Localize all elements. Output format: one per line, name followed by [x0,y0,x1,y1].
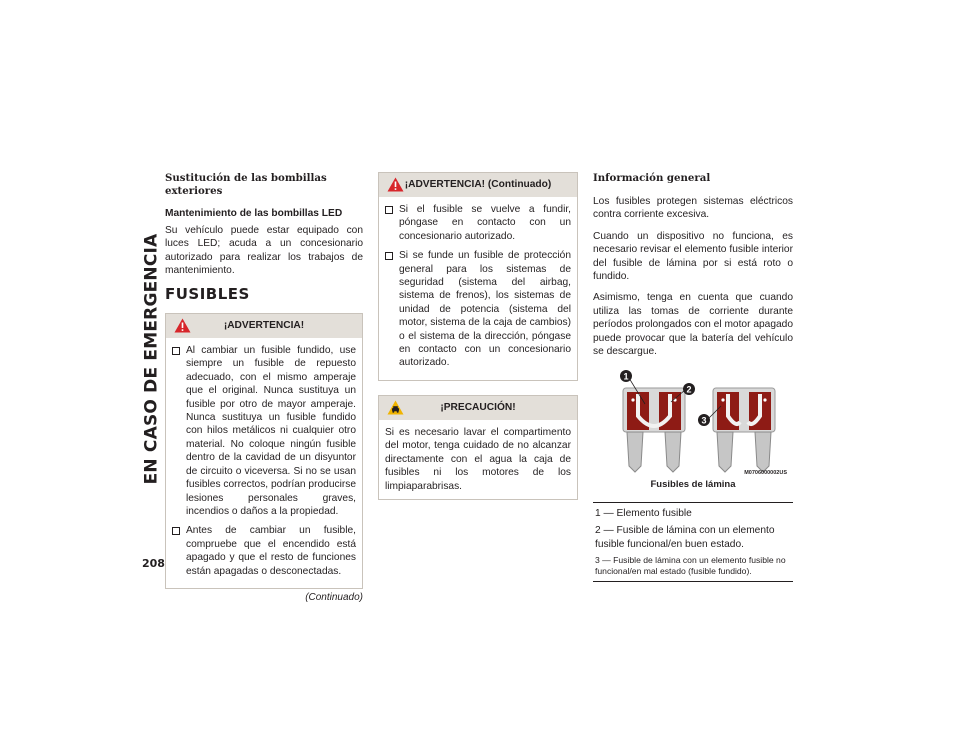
figure-legend [593,502,793,582]
info-paragraph: Asimismo, tenga en cuenta que cuando utiliza las tomas de corriente durante períodos prolongados con el motor apagado puede provocar que la batería del vehículo se descargue. [593,292,793,358]
figure-caption: Fusibles de lámina [650,479,736,491]
info-paragraph: Los fusibles protegen sistemas eléctricos contra corriente excesiva. [593,196,793,221]
legend-item: 1 — Elemento fusible [595,507,692,519]
caution-box [378,395,578,500]
led-paragraph: Su vehículo puede estar equipado con luces LED; acuda a un concesionario autorizado para realizar los trabajos de mantenimiento. [165,225,363,277]
caution-body [379,420,577,499]
callout-1: 1 [623,371,629,382]
good-fuse-graphic [623,388,685,472]
blade-fuse-figure [593,366,793,476]
heading-led-maintenance: Mantenimiento de las bombillas LED [165,208,343,219]
legend-item: 2 — Fusible de lámina con un elemento fusible funcional/en buen estado. [595,525,775,550]
chapter-title: EN CASO DE EMERGENCIA [141,233,161,485]
warning-header [166,314,362,338]
caution-title: ¡PRECAUCIÓN! [440,402,516,414]
column-3 [593,172,793,582]
info-paragraph: Cuando un dispositivo no funciona, es necesario revisar el elemento fusible interior del fusible de lámina por si está roto o fundido. [593,230,793,283]
figure-code: M0706000002US [744,470,787,477]
warning-continued-box [378,172,578,381]
warning-triangle-icon [387,177,404,192]
blade-fuses-illustration [593,366,793,476]
heading-exterior-bulbs: Sustitución de las bombillas exteriores [165,172,327,197]
warning-continued-list [385,203,571,370]
section-title: FUSIBLES [165,284,250,303]
callout-3: 3 [701,415,707,426]
legend-item: 3 — Fusible de lámina con un elemento fusible no funcional/en mal estado (fusible fundido). [595,555,786,577]
warning-box [165,313,363,589]
warning-body [166,338,362,588]
warning-item: Si se funde un fusible de protección general para los sistemas de seguridad (sistema del airbag, sistema de frenos), los sistemas de unidad de potencia (sistema del motor, sistema de la caja de cambios) o el sistema de la dirección, póngase en contacto con un concesionario autorizado. [385,249,571,370]
warning-continued-title: ¡ADVERTENCIA! (Continuado) [404,179,552,191]
page-number: 208 [142,557,165,570]
warning-continued-header [379,173,577,197]
caution-car-icon [387,400,404,415]
caution-text: Si es necesario lavar el compartimento del motor, tenga cuidado de no alcanzar directamente con el agua la caja de fusibles ni los motores de los limpiaparabrisas. [385,426,571,492]
blown-fuse-graphic [713,388,775,472]
warning-title: ¡ADVERTENCIA! [223,320,305,332]
continued-note: (Continuado) [305,591,363,603]
caution-header [379,396,577,420]
column-2 [378,172,578,500]
warning-item: Antes de cambiar un fusible, compruebe que el encendido está apagado y que el resto de funciones están apagadas o desconectadas. [172,524,356,578]
warning-list [172,344,356,578]
warning-item: Si el fusible se vuelve a fundir, póngase en contacto con un concesionario autorizado. [385,203,571,243]
warning-triangle-icon [174,318,191,333]
chapter-side-tab [142,170,160,548]
column-1 [165,172,363,604]
heading-general-info: Información general [593,172,711,184]
warning-item: Al cambiar un fusible fundido, use siempre un fusible de repuesto adecuado, con el mismo amperaje que el original. Nunca sustituya un fusible por otro de mayor amperaje. Nunca sustituya un fusible fundido con hilos metálicos ni cualquier otro material. No coloque ningún fusible dentro de la cavidad de un disyuntor de circuito o viceversa. Si no se usan fusibles correctos, podrían producirse lesiones personales graves, incendios o daños a la propiedad. [172,344,356,518]
warning-continued-body [379,197,577,380]
callout-2: 2 [686,384,692,395]
